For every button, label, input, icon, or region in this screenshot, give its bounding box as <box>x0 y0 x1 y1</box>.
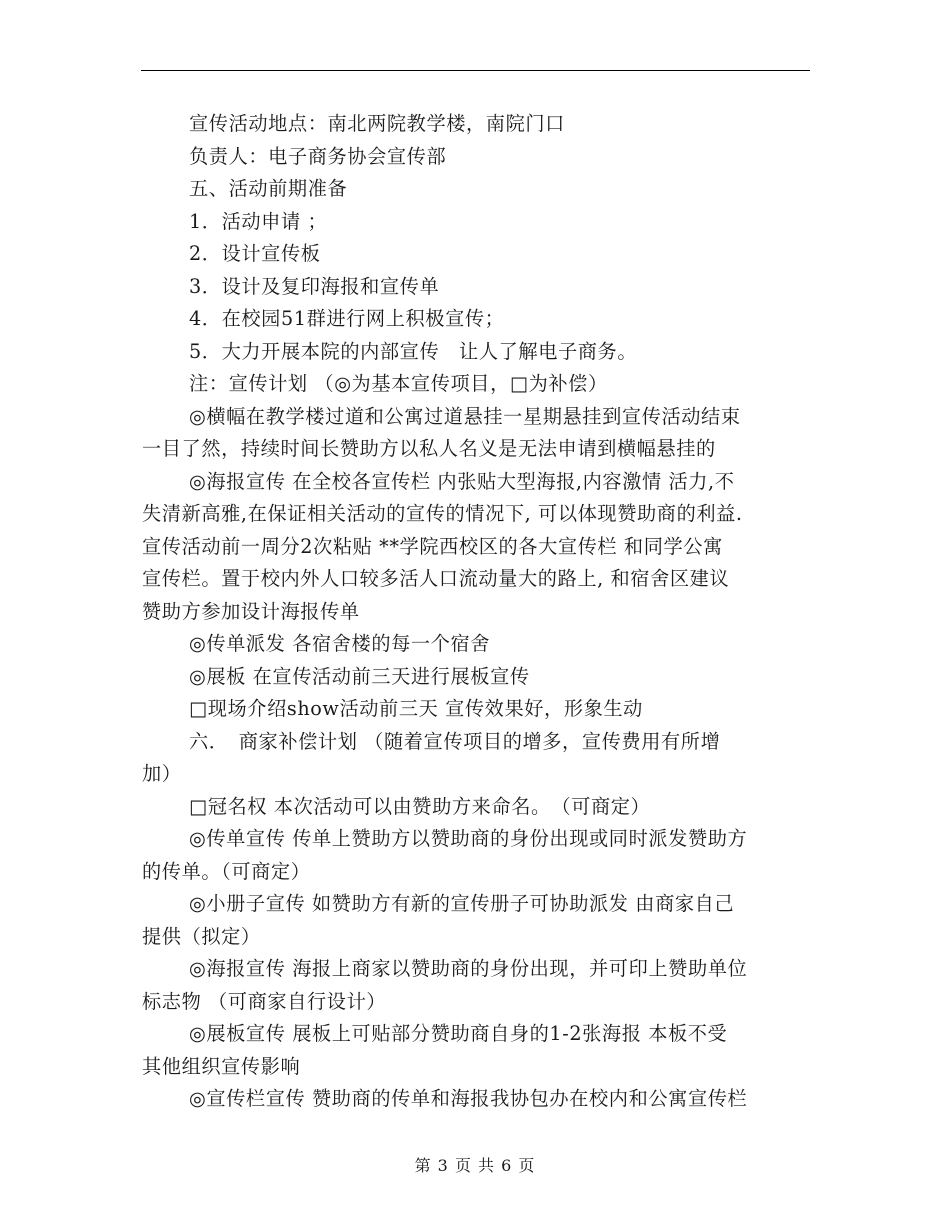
paragraph-line: ◎展板 在宣传活动前三天进行展板宣传 <box>189 664 530 688</box>
paragraph-line: 宣传活动地点：南北两院教学楼，南院门口 <box>189 112 565 135</box>
paragraph-line: 赞助方参加设计海报传单 <box>142 599 360 623</box>
note-line: 注：宣传计划 （◎为基本宣传项目，□为补偿） <box>189 372 608 395</box>
paragraph-line: 负责人：电子商务协会宣传部 <box>189 144 447 168</box>
list-item: 3．设计及复印海报和宣传单 <box>189 274 440 298</box>
paragraph-line: 其他组织宣传影响 <box>142 1054 301 1078</box>
paragraph-line: ◎展板宣传 展板上可贴部分赞助商自身的1-2张海报 本板不受 <box>189 1022 728 1045</box>
paragraph-line: □现场介绍show活动前三天 宣传效果好，形象生动 <box>189 697 643 720</box>
paragraph-line: 的传单。（可商定） <box>142 859 311 883</box>
paragraph-line: 标志物 （可商家自行设计） <box>142 989 387 1013</box>
paragraph-line: 提供（拟定） <box>142 924 261 948</box>
paragraph-line: ◎小册子宣传 如赞助方有新的宣传册子可协助派发 由商家自己 <box>189 892 735 915</box>
paragraph-line: 加） <box>142 762 182 785</box>
section-heading: 六． 商家补偿计划 （随着宣传项目的增多，宣传费用有所增 <box>189 729 721 753</box>
paragraph-line: ◎横幅在教学楼过道和公寓过道悬挂一星期悬挂到宣传活动结束 <box>189 404 741 428</box>
list-item: 2．设计宣传板 <box>189 242 321 265</box>
paragraph-line: ◎传单宣传 传单上赞助方以赞助商的身份出现或同时派发赞助方 <box>189 827 748 850</box>
paragraph-line: □冠名权 本次活动可以由赞助方来命名。 （可商定） <box>189 794 651 818</box>
paragraph-line: ◎海报宣传 在全校各宣传栏 内张贴大型海报,内容激情 活力,不 <box>189 469 735 493</box>
paragraph-line: 一目了然，持续时间长赞助方以私人名义是无法申请到横幅悬挂的 <box>142 437 716 460</box>
header-rule <box>141 70 810 71</box>
paragraph-line: ◎传单派发 各宿舍楼的每一个宿舍 <box>189 632 491 655</box>
section-heading: 五、活动前期准备 <box>189 177 348 200</box>
list-item: 5．大力开展本院的内部宣传 让人了解电子商务。 <box>189 339 638 363</box>
paragraph-line: ◎海报宣传 海报上商家以赞助商的身份出现，并可印上赞助单位 <box>189 957 748 980</box>
paragraph-line: 宣传栏。置于校内外人口较多活人口流动量大的路上, 和宿舍区建议 <box>142 567 730 590</box>
paragraph-line: ◎宣传栏宣传 赞助商的传单和海报我协包办在校内和公寓宣传栏 <box>189 1087 748 1110</box>
list-item: 1．活动申请 ； <box>189 209 328 233</box>
paragraph-line: 失清新高雅,在保证相关活动的宣传的情况下, 可以体现赞助商的利益. <box>142 502 743 525</box>
body-text <box>142 108 810 1116</box>
paragraph-line: 宣传活动前一周分2次粘贴 **学院西校区的各大宣传栏 和同学公寓 <box>142 534 723 558</box>
page-number: 第 3 页 共 6 页 <box>414 1156 536 1175</box>
list-item: 4．在校园51群进行网上积极宣传； <box>189 307 505 330</box>
